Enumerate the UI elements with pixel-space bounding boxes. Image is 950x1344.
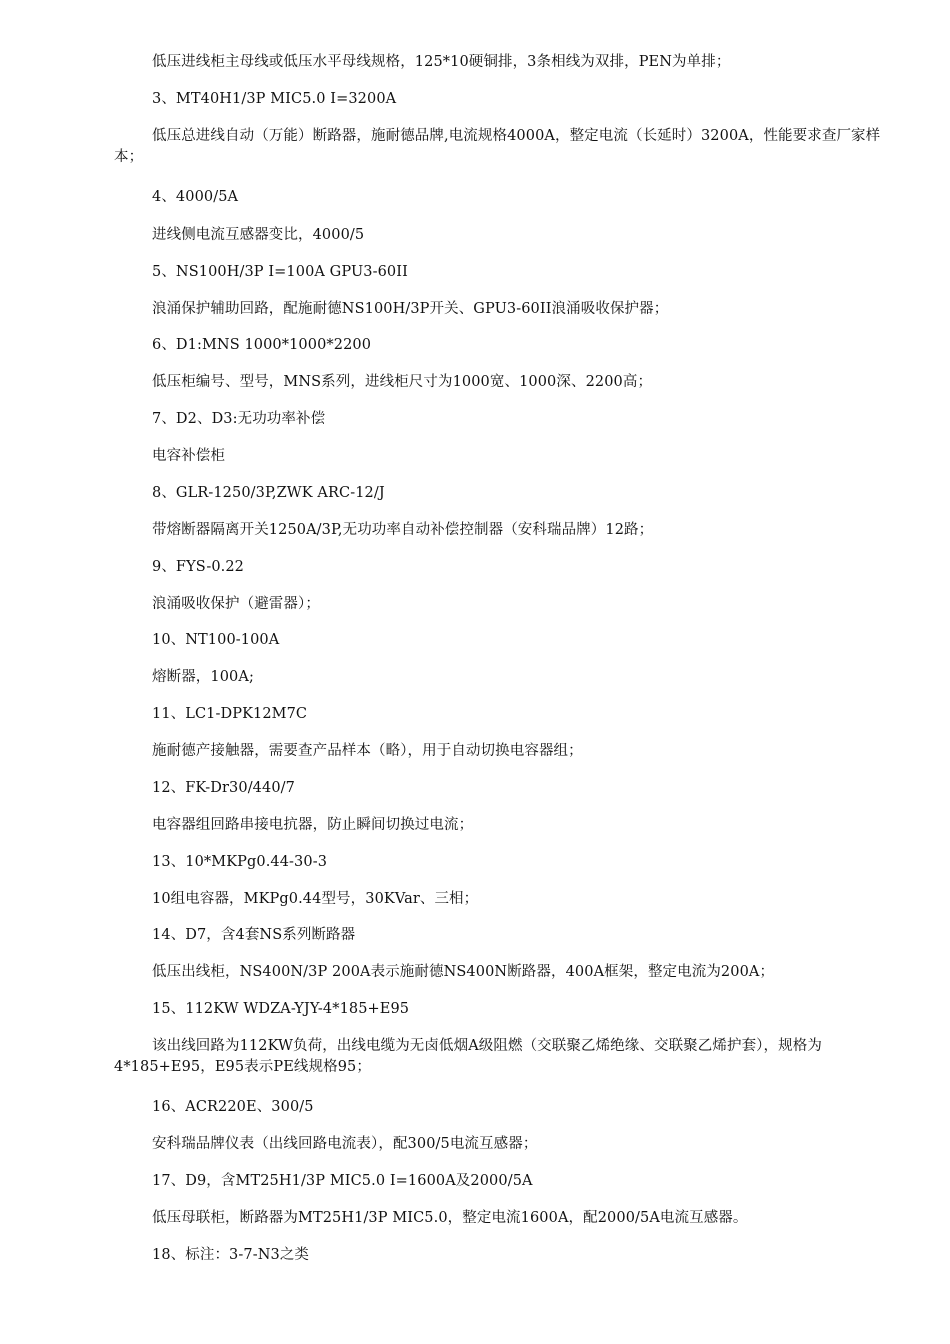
paragraph-cabinet-size: 低压柜编号、型号，MNS系列，进线柜尺寸为1000宽、1000深、2200高； [152,374,653,390]
paragraph-meter: 安科瑞品牌仪表（出线回路电流表），配300/5电流互感器； [152,1136,538,1152]
paragraph-cable-spec: 该出线回路为112KW负荷，出线电缆为无卤低烟A级阻燃（交联聚乙烯绝缘、交联聚乙烯护套），规格为4*185+E95，E95表示PE线规格95； [114,1038,822,1075]
item-11-heading: 11、LC1-DPK12M7C [152,706,308,722]
item-17-heading: 17、D9，含MT25H1/3P MIC5.0 I=1600A及2000/5A [152,1173,533,1189]
paragraph-main-breaker: 低压总进线自动（万能）断路器，施耐德品牌,电流规格4000A，整定电流（长延时）3200A，性能要求查厂家样本； [114,128,881,165]
item-16-heading: 16、ACR220E、300/5 [152,1099,314,1115]
item-7-heading: 7、D2、D3:无功功率补偿 [152,411,326,427]
item-12-heading: 12、FK-Dr30/440/7 [152,780,295,796]
item-9-heading: 9、FYS-0.22 [152,559,245,575]
item-14-heading: 14、D7，含4套NS系列断路器 [152,927,356,943]
item-5-heading: 5、NS100H/3P I=100A GPU3-60II [152,264,408,280]
item-8-heading: 8、GLR-1250/3P,ZWK ARC-12/J [152,485,385,501]
item-13-heading: 13、10*MKPg0.44-30-3 [152,854,328,870]
item-3-heading: 3、MT40H1/3P MIC5.0 I=3200A [152,91,397,107]
paragraph-busbar-spec: 低压进线柜主母线或低压水平母线规格，125*10硬铜排，3条相线为双排，PEN为单排； [152,54,731,70]
paragraph-bus-tie: 低压母联柜，断路器为MT25H1/3P MIC5.0，整定电流1600A，配2000/5A电流互感器。 [152,1210,748,1226]
paragraph-outgoing-cabinet: 低压出线柜，NS400N/3P 200A表示施耐德NS400N断路器，400A框架，整定电流为200A； [152,964,775,980]
item-6-heading: 6、D1:MNS 1000*1000*2200 [152,337,372,353]
item-15-heading: 15、112KW WDZA-YJY-4*185+E95 [152,1001,410,1017]
paragraph-capacitor-cabinet: 电容补偿柜 [152,448,225,464]
paragraph-arrester: 浪涌吸收保护（避雷器）； [152,596,320,612]
item-18-heading: 18、标注：3-7-N3之类 [152,1247,310,1263]
paragraph-surge-protection: 浪涌保护辅助回路，配施耐德NS100H/3P开关、GPU3-60II浪涌吸收保护器； [152,301,669,317]
paragraph-contactor: 施耐德产接触器，需要查产品样本（略），用于自动切换电容器组； [152,743,583,759]
paragraph-capacitors: 10组电容器，MKPg0.44型号，30KVar、三相； [152,891,479,907]
item-10-heading: 10、NT100-100A [152,632,280,648]
item-4-heading: 4、4000/5A [152,189,239,205]
paragraph-fuse-switch: 带熔断器隔离开关1250A/3P,无功功率自动补偿控制器（安科瑞品牌）12路； [152,522,654,538]
paragraph-reactor: 电容器组回路串接电抗器，防止瞬间切换过电流； [152,817,474,833]
paragraph-fuse: 熔断器，100A; [152,669,254,685]
paragraph-current-transformer: 进线侧电流互感器变比，4000/5 [152,227,365,243]
